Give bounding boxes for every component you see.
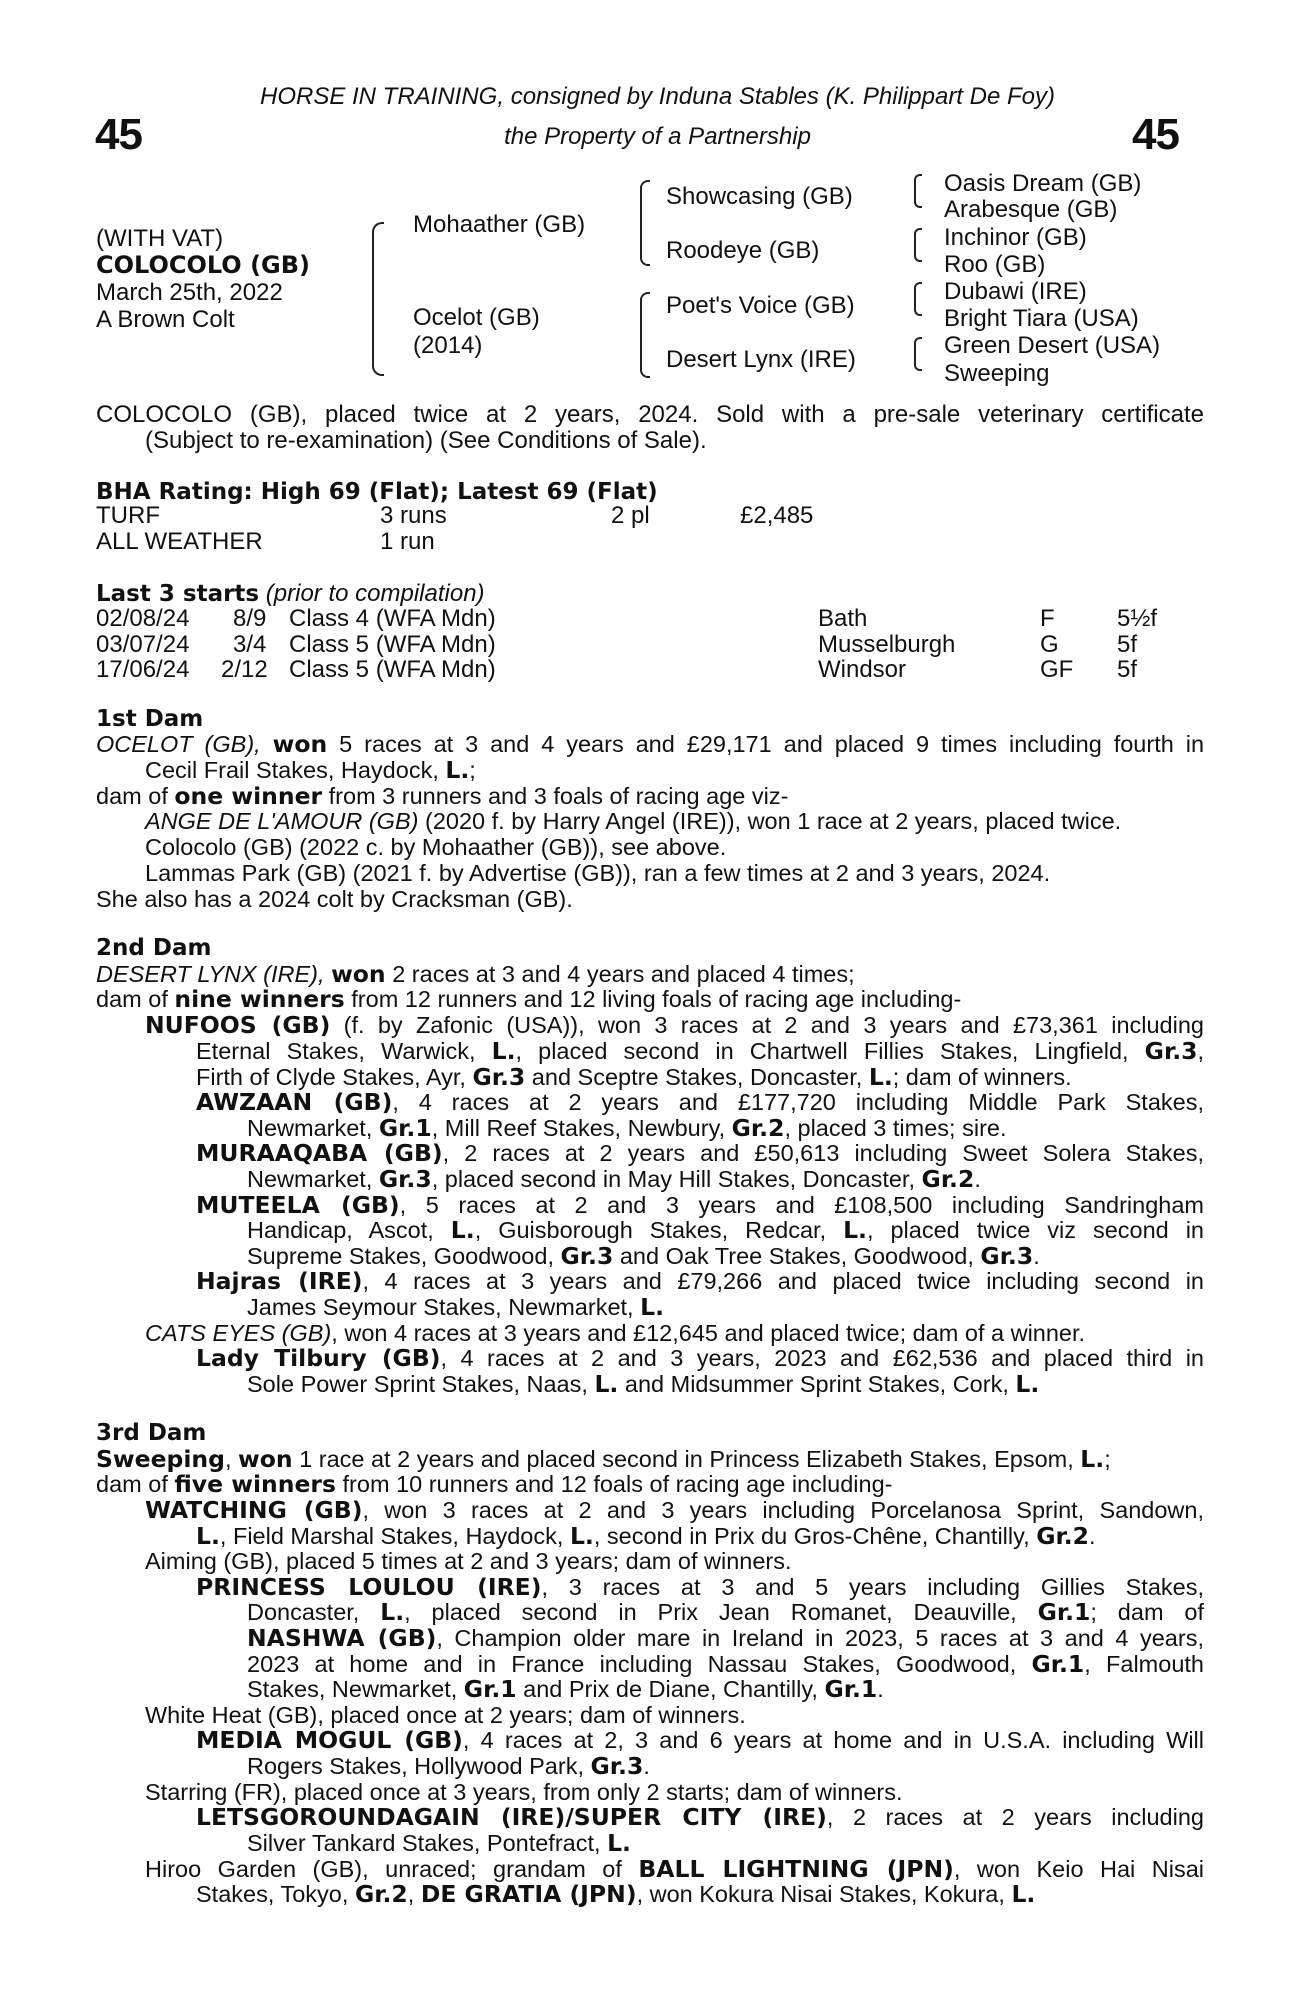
brace-ss (914, 174, 922, 208)
third-dam-title: 3rd Dam (96, 1420, 207, 1446)
nufoos-line-3: Firth of Clyde Stakes, Ayr, Gr.3 and Sceptre Stakes, Doncaster, L.; dam of winners. (196, 1063, 1072, 1091)
turf-runs: 3 runs (380, 502, 447, 529)
start-course: Bath (818, 605, 868, 632)
first-dam-line-2: Cecil Frail Stakes, Haydock, L.; (145, 756, 476, 784)
start-course: Windsor (818, 656, 907, 683)
pedigree-dss: Dubawi (IRE) (944, 278, 1087, 305)
princess-loulou-line-2: Doncaster, L., placed second in Prix Jean Romanet, Deauville, Gr.1; dam of (247, 1598, 1205, 1626)
second-dam-line-2: dam of nine winners from 12 runners and 12 living foals of racing age including- (96, 985, 962, 1013)
princess-loulou-line-1: PRINCESS LOULOU (IRE), 3 races at 3 and 5 years including Gillies Stakes, (196, 1573, 1204, 1601)
pedigree-sd: Roodeye (GB) (666, 237, 820, 264)
lot-number-right: 45 (1132, 110, 1179, 159)
aiming-line: Aiming (GB), placed 5 times at 2 and 3 years; dam of winners. (145, 1548, 792, 1574)
muteela-line-2: Handicap, Ascot, L., Guisborough Stakes, Redcar, L., placed twice viz second in (247, 1216, 1204, 1244)
last-starts-title: Last 3 starts (prior to compilation) (96, 580, 485, 607)
hiroo-garden-line-2: Stakes, Tokyo, Gr.2, DE GRATIA (JPN), won Kokura Nisai Stakes, Kokura, L. (196, 1880, 1036, 1908)
hajras-line-2: James Seymour Stakes, Newmarket, L. (247, 1293, 665, 1321)
cats-eyes-line: CATS EYES (GB), won 4 races at 3 years and £12,645 and placed twice; dam of a winner. (145, 1320, 1086, 1346)
aw-runs: 1 run (380, 528, 435, 555)
pedigree-dds: Green Desert (USA) (944, 332, 1161, 359)
vat-note: (WITH VAT) (96, 225, 224, 252)
second-dam-title: 2nd Dam (96, 935, 212, 961)
start-date: 02/08/24 (96, 605, 190, 632)
lady-tilbury-line-2: Sole Power Sprint Stakes, Naas, L. and Midsummer Sprint Stakes, Cork, L. (247, 1370, 1040, 1398)
first-dam-line-5: Colocolo (GB) (2022 c. by Mohaather (GB)), see above. (145, 834, 727, 860)
start-pos: 2/12 (221, 656, 268, 683)
turf-label: TURF (96, 502, 160, 529)
start-pos: 8/9 (233, 605, 267, 632)
muraaqaba-line-2: Newmarket, Gr.3, placed second in May Hill Stakes, Doncaster, Gr.2. (247, 1165, 981, 1193)
rating-title: BHA Rating: High 69 (Flat); Latest 69 (Flat) (96, 479, 658, 505)
horse-name: COLOCOLO (GB) (96, 251, 310, 279)
brace-ds (914, 282, 922, 316)
second-dam-line-1: DESERT LYNX (IRE), won 2 races at 3 and 4 years and placed 4 times; (96, 960, 855, 988)
start-date: 17/06/24 (96, 656, 190, 683)
first-dam-line-1: OCELOT (GB), won 5 races at 3 and 4 years and £29,171 and placed 9 times including fourth in (96, 730, 1205, 758)
letsgoroundagain-line-2: Silver Tankard Stakes, Pontefract, L. (247, 1829, 631, 1857)
start-dist: 5f (1117, 656, 1138, 683)
lady-tilbury-line-1: Lady Tilbury (GB), 4 races at 2 and 3 years, 2023 and £62,536 and placed third in (196, 1344, 1204, 1372)
start-course: Musselburgh (818, 631, 956, 658)
white-heat-line: White Heat (GB), placed once at 2 years; dam of winners. (145, 1702, 746, 1728)
pedigree-ssd: Arabesque (GB) (944, 196, 1118, 223)
awzaan-line-2: Newmarket, Gr.1, Mill Reef Stakes, Newbury, Gr.2, placed 3 times; sire. (247, 1114, 1007, 1142)
lot-number-left: 45 (95, 110, 142, 159)
media-mogul-line-1: MEDIA MOGUL (GB), 4 races at 2, 3 and 6 years at home and in U.S.A. including Will (196, 1726, 1204, 1754)
start-dist: 5½f (1117, 605, 1158, 632)
brace-dd (914, 337, 922, 371)
pedigree-sss: Oasis Dream (GB) (944, 170, 1142, 197)
start-dist: 5f (1117, 631, 1138, 658)
pedigree-dam: Ocelot (GB) (413, 304, 540, 331)
pedigree-dd: Desert Lynx (IRE) (666, 346, 856, 373)
owner-line: the Property of a Partnership (504, 123, 811, 150)
muteela-line-1: MUTEELA (GB), 5 races at 2 and 3 years and £108,500 including Sandringham (196, 1191, 1204, 1219)
consignor-line: HORSE IN TRAINING, consigned by Induna Stables (K. Philippart De Foy) (260, 83, 1055, 110)
muteela-line-3: Supreme Stakes, Goodwood, Gr.3 and Oak Tree Stakes, Goodwood, Gr.3. (247, 1242, 1040, 1270)
awzaan-line-1: AWZAAN (GB), 4 races at 2 years and £177,720 including Middle Park Stakes, (196, 1088, 1205, 1116)
horse-desc: A Brown Colt (96, 306, 235, 333)
pedigree-sds: Inchinor (GB) (944, 224, 1087, 251)
nufoos-line-2: Eternal Stakes, Warwick, L., placed second in Chartwell Fillies Stakes, Lingfield, Gr.3, (196, 1037, 1205, 1065)
brace-sd (914, 228, 922, 262)
horse-dob: March 25th, 2022 (96, 279, 283, 306)
hiroo-garden-line-1: Hiroo Garden (GB), unraced; grandam of BALL LIGHTNING (JPN), won Keio Hai Nisai (145, 1855, 1204, 1883)
brace-sire (640, 180, 650, 266)
watching-line-2: L., Field Marshal Stakes, Haydock, L., second in Prix du Gros-Chêne, Chantilly, Gr.2. (196, 1522, 1096, 1550)
turf-money: £2,485 (740, 502, 814, 529)
first-dam-line-7: She also has a 2024 colt by Cracksman (GB). (96, 886, 573, 912)
nufoos-line-1: NUFOOS (GB) (f. by Zafonic (USA)), won 3 races at 2 and 3 years and £73,361 including (145, 1011, 1204, 1039)
pedigree-dsd: Bright Tiara (USA) (944, 305, 1139, 332)
start-race: Class 5 (WFA Mdn) (289, 631, 496, 658)
princess-loulou-line-3: NASHWA (GB), Champion older mare in Ireland in 2023, 5 races at 3 and 4 years, (247, 1624, 1204, 1652)
first-dam-line-3: dam of one winner from 3 runners and 3 foals of racing age viz- (96, 782, 789, 810)
start-going: G (1040, 631, 1059, 658)
pedigree-sire: Mohaather (GB) (413, 211, 586, 238)
first-dam-line-6: Lammas Park (GB) (2021 f. by Advertise (GB)), ran a few times at 2 and 3 years, 2024. (145, 860, 1051, 886)
pedigree-sdd: Roo (GB) (944, 251, 1046, 278)
start-race: Class 4 (WFA Mdn) (289, 605, 496, 632)
start-pos: 3/4 (233, 631, 267, 658)
pedigree-ss: Showcasing (GB) (666, 183, 853, 210)
third-dam-line-1: Sweeping, won 1 race at 2 years and placed second in Princess Elizabeth Stakes, Epsom, L.; (96, 1445, 1111, 1473)
start-date: 03/07/24 (96, 631, 190, 658)
princess-loulou-line-5: Stakes, Newmarket, Gr.1 and Prix de Diane, Chantilly, Gr.1. (247, 1675, 884, 1703)
princess-loulou-line-4: 2023 at home and in France including Nassau Stakes, Goodwood, Gr.1, Falmouth (247, 1650, 1204, 1678)
pedigree-dam-year: (2014) (413, 332, 483, 359)
starring-line: Starring (FR), placed once at 3 years, from only 2 starts; dam of winners. (145, 1779, 903, 1805)
pedigree-ddd: Sweeping (944, 360, 1050, 387)
media-mogul-line-2: Rogers Stakes, Hollywood Park, Gr.3. (247, 1752, 650, 1780)
third-dam-line-2: dam of five winners from 10 runners and 12 foals of racing age including- (96, 1470, 893, 1498)
start-going: F (1040, 605, 1055, 632)
hajras-line-1: Hajras (IRE), 4 races at 3 years and £79,266 and placed twice including second in (196, 1267, 1204, 1295)
first-dam-title: 1st Dam (96, 706, 204, 732)
brace-main (372, 222, 384, 376)
aw-label: ALL WEATHER (96, 528, 263, 555)
pedigree-ds: Poet's Voice (GB) (666, 292, 855, 319)
watching-line-1: WATCHING (GB), won 3 races at 2 and 3 years including Porcelanosa Sprint, Sandown, (145, 1496, 1204, 1524)
summary-line-2: (Subject to re-examination) (See Conditions of Sale). (145, 427, 707, 454)
summary-line-1: COLOCOLO (GB), placed twice at 2 years, 2024. Sold with a pre-sale veterinary certificate (96, 401, 1204, 428)
turf-placed: 2 pl (611, 502, 650, 529)
first-dam-line-4: ANGE DE L'AMOUR (GB) (2020 f. by Harry Angel (IRE)), won 1 race at 2 years, placed twice. (145, 808, 1122, 834)
start-race: Class 5 (WFA Mdn) (289, 656, 496, 683)
muraaqaba-line-1: MURAAQABA (GB), 2 races at 2 years and £50,613 including Sweet Solera Stakes, (196, 1139, 1204, 1167)
letsgoroundagain-line-1: LETSGOROUNDAGAIN (IRE)/SUPER CITY (IRE), 2 races at 2 years including (196, 1803, 1204, 1831)
brace-dam (640, 292, 650, 378)
start-going: GF (1040, 656, 1074, 683)
